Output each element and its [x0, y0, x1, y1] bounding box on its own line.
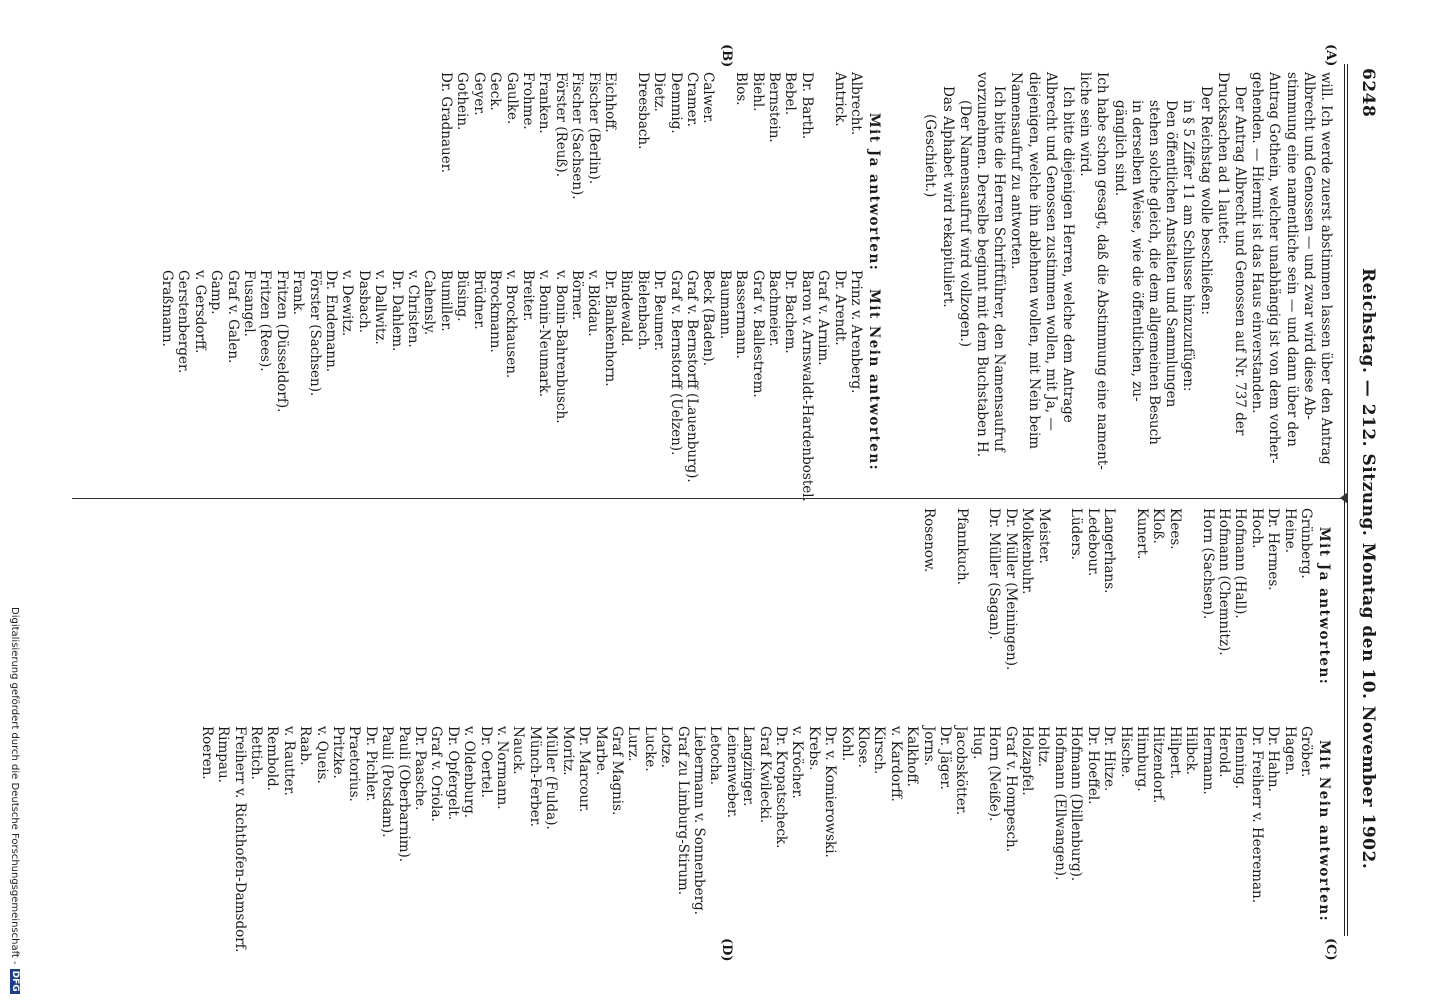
- name-list-item: Hoch.: [1248, 508, 1265, 549]
- name-list-item: Dr. Bachem.: [782, 270, 799, 354]
- name-list-item: Brockmann.: [487, 270, 504, 353]
- name-list-item: Cramer.: [683, 72, 700, 127]
- name-list-item: Baron v. Arnswaldt-Hardenbostel.: [798, 270, 815, 502]
- name-list-item: Freiherr v. Richthofen-Damsdorf.: [231, 726, 248, 953]
- name-list-item: Baumann.: [716, 270, 733, 340]
- name-list-item: Dr. Blankenhorn.: [601, 270, 618, 387]
- name-list-item: Förster (Sachsen).: [306, 270, 323, 397]
- name-list-item: Dr. v. Komierowski.: [822, 726, 839, 858]
- list-gap: [618, 72, 634, 252]
- name-list-item: Graf v. Galen.: [224, 270, 241, 364]
- name-list-item: Frank.: [290, 270, 307, 316]
- name-list-item: Dasbach.: [355, 270, 372, 334]
- name-list-item: Bebel.: [782, 72, 799, 116]
- name-list-item: Hofmann (Ellwangen).: [1051, 726, 1068, 881]
- name-list-item: Praetorius.: [346, 726, 363, 802]
- body-text-line: Namensaufruf zu antworten.: [1008, 72, 1025, 270]
- name-list-item: Kalkhoff.: [904, 726, 921, 787]
- name-list-item: Dr. Pichler.: [362, 726, 379, 802]
- name-list-item: Dr. Kropatscheck.: [773, 726, 789, 849]
- name-list-item: Blos.: [733, 72, 750, 106]
- column-divider: [72, 498, 1342, 499]
- name-list-item: Bernstein.: [765, 72, 782, 143]
- name-list-item: Geck.: [487, 72, 504, 111]
- name-list-item: v. Dallwitz.: [372, 270, 389, 345]
- name-list-item: Lotze.: [658, 726, 675, 768]
- name-list-item: Graf Magnis.: [608, 726, 625, 816]
- name-list-item: Dr. Freiherr v. Heereman.: [1248, 726, 1265, 904]
- name-list-item: Beck (Baden).: [700, 270, 717, 367]
- margin-letter-d: (D): [719, 938, 734, 962]
- list-gap: [937, 508, 953, 708]
- body-text-line: Albrecht und Genossen — und zwar wird diese Ab-: [1300, 72, 1317, 420]
- name-list-item: Krebs.: [805, 726, 822, 771]
- body-text-line: Der Antrag Albrecht und Genossen auf Nr. 737 der: [1231, 86, 1248, 436]
- name-list-item: v. Dewitz.: [339, 270, 356, 337]
- body-text-line: Ich habe schon gesagt, daß die Abstimmung eine nament-: [1094, 72, 1111, 470]
- name-list-item: Bumiller.: [437, 270, 454, 332]
- name-list-item: Moritz.: [559, 726, 576, 776]
- name-list-item: Dr. Hermes.: [1265, 508, 1282, 591]
- name-list-item: Klees.: [1166, 508, 1183, 550]
- name-list-item: v. Normann.: [494, 726, 511, 810]
- name-list-item: Prinz v. Arenberg.: [848, 270, 864, 394]
- name-list-item: Hische.: [1117, 726, 1134, 778]
- footer-note-text: Digitalisierung gefördert durch die Deutsche Forschungsgemeinschaft -: [9, 607, 20, 965]
- name-list-item: Dr. Jäger.: [937, 726, 954, 790]
- name-list-item: Dr. Marcour.: [576, 726, 593, 813]
- name-list-item: Graf v. Arnim.: [815, 270, 832, 366]
- name-list-item: Rimpau.: [215, 726, 232, 783]
- name-list-item: Hilpert.: [1166, 726, 1183, 780]
- name-list-item: Dr. Opfergelt.: [444, 726, 461, 821]
- body-text-line: (Geschieht.): [922, 114, 939, 198]
- name-list-item: Dr. Paasche.: [412, 726, 429, 811]
- list-gap: [815, 72, 831, 252]
- name-list-item: Henning.: [1232, 726, 1249, 790]
- name-list-item: Rettich.: [248, 726, 264, 780]
- name-list-item: Dreesbach.: [634, 72, 651, 150]
- left-ja-list: [437, 72, 864, 252]
- name-list-item: v. Christen.: [405, 270, 422, 348]
- name-list-item: Kohl.: [838, 726, 855, 762]
- name-list-item: Jorns.: [920, 726, 937, 766]
- body-text-line: Drucksachen ad 1 lautet:: [1214, 72, 1231, 245]
- name-list-item: Holzapfel.: [1019, 726, 1036, 796]
- name-list-item: Holtz.: [1035, 726, 1052, 768]
- body-text-line: in derselben Weise, wie die öffentlichen, zu-: [1128, 100, 1145, 402]
- margin-letter-b: (B): [719, 44, 734, 68]
- name-list-item: Franken.: [536, 72, 553, 134]
- name-list-item: Calwer.: [700, 72, 717, 124]
- name-list-item: Graf v. Bernstorff (Uelzen).: [667, 270, 684, 456]
- name-list-item: Börner.: [569, 270, 586, 321]
- left-nein-heading: Mit Nein antworten:: [866, 288, 882, 472]
- name-list-item: Hermann.: [1199, 726, 1216, 795]
- name-list-item: Rosenow.: [920, 508, 937, 573]
- name-list-item: v. Oldenburg.: [461, 726, 478, 819]
- left-column-text: [921, 72, 1334, 492]
- body-text-line: will. Ich werde zuerst abstimmen lassen über den Antrag: [1318, 72, 1334, 465]
- list-gap: [716, 72, 732, 252]
- name-list-item: Roeren.: [198, 726, 215, 780]
- name-list-item: Pauli (Potsdam).: [379, 726, 396, 838]
- digitization-footer: [9, 607, 20, 994]
- name-list-item: Hofmann (Chemnitz).: [1215, 508, 1232, 656]
- name-list-item: Graf Kwilecki.: [756, 726, 773, 824]
- body-text-line: stehen solche gleich, die dem allgemeinen Besuch: [1145, 100, 1162, 445]
- name-list-item: Demmig.: [667, 72, 684, 134]
- page-number: 6248: [1358, 68, 1378, 118]
- name-list-item: Horn (Sachsen).: [1199, 508, 1216, 620]
- name-list-item: Dr. Oertel.: [477, 726, 494, 798]
- name-list-item: Dr. Hahn.: [1265, 726, 1282, 792]
- name-list-item: Pauli (Oberbarnim).: [395, 726, 412, 863]
- name-list-item: Dietz.: [651, 72, 668, 112]
- name-list-item: v. Bonin-Neumark.: [536, 270, 553, 398]
- name-list-item: Kloß.: [1150, 508, 1167, 544]
- name-list-item: Bindewald.: [618, 270, 635, 347]
- name-list-item: Himburg.: [1133, 726, 1150, 792]
- name-list-item: Letocha.: [707, 726, 724, 786]
- name-list-item: Bielenbach.: [634, 270, 651, 351]
- list-gap: [970, 508, 986, 708]
- name-list-item: Pritzke.: [330, 726, 347, 779]
- name-list-item: Graf v. Ballestrem.: [749, 270, 766, 398]
- list-gap: [1183, 508, 1199, 708]
- left-nein-list: [158, 270, 864, 502]
- name-list-item: Hofmann (Hall).: [1232, 508, 1249, 619]
- name-list-item: v. Blödau.: [585, 270, 602, 337]
- dfg-logo: DFG: [10, 970, 20, 992]
- name-list-item: Graf v. Oriola.: [428, 726, 445, 822]
- body-text-line: diejenigen, welche ihn ablehnen wollen, mit Nein beim: [1025, 72, 1042, 450]
- name-list-item: Bachmeier.: [765, 270, 782, 347]
- body-text-line: Den öffentlichen Anstalten und Sammlungen: [1163, 100, 1180, 408]
- name-list-item: Kunert.: [1133, 508, 1150, 560]
- name-list-item: Biehl.: [749, 72, 766, 112]
- page-header: [1350, 68, 1378, 932]
- right-ja-heading: Mit Ja antworten:: [1316, 526, 1332, 686]
- list-gap: [1117, 508, 1133, 708]
- body-text-line: Antrag Gothein, welcher unabhängig ist von dem vorher-: [1266, 72, 1283, 464]
- margin-letter-a: (A): [1323, 44, 1338, 67]
- name-list-item: Fritzen (Rees).: [257, 270, 274, 372]
- body-text-line: gänglich sind.: [1111, 100, 1128, 197]
- body-text-line: vorzunehmen. Derselbe beginnt mit dem Buchstaben H.: [973, 72, 990, 458]
- name-list-item: Lüders.: [1068, 508, 1085, 560]
- body-text-line: gehenden. — Hiermit ist das Haus einverstanden.: [1249, 72, 1266, 414]
- name-list-item: v. Gersdorff.: [191, 270, 208, 354]
- name-list-item: Heine.: [1281, 508, 1298, 554]
- name-list-item: Raab.: [297, 726, 314, 766]
- body-text-line: Das Alphabet wird rekapituliert.: [939, 86, 956, 308]
- name-list-item: Lucke.: [641, 726, 658, 772]
- column-divider-mark: [1340, 492, 1348, 504]
- name-list-item: Dr. Dahlem.: [388, 270, 405, 352]
- name-list-item: Dr. Müller (Sagan).: [986, 508, 1003, 640]
- name-list-item: Leinenweber.: [723, 726, 740, 819]
- name-list-item: Liebermann v. Sonnenberg.: [690, 726, 707, 915]
- body-text-line: Albrecht und Genossen zustimmen wollen, mit Ja, —: [1042, 72, 1059, 431]
- name-list-item: Dr. Beumer.: [651, 270, 668, 352]
- name-list-item: Jacobskötter.: [953, 726, 970, 816]
- name-list-item: Hitzendorf.: [1150, 726, 1167, 804]
- name-list-item: Molkenbuhr.: [1019, 508, 1036, 595]
- name-list-item: Eichhoff.: [601, 72, 618, 133]
- list-gap: [1052, 508, 1068, 708]
- name-list-item: Büsing.: [454, 270, 471, 322]
- name-list-item: Albrecht.: [848, 72, 864, 136]
- body-text-line: (Der Namensaufruf wird vollzogen.): [956, 100, 973, 348]
- body-text-line: in § 5 Ziffer 11 am Schlusse hinzuzufügen:: [1180, 100, 1197, 392]
- name-list-item: Dr. Barth.: [798, 72, 815, 140]
- name-list-item: Breiter.: [519, 270, 536, 322]
- name-list-item: Fischer (Berlin).: [585, 72, 602, 185]
- name-list-item: v. Brockhausen.: [503, 270, 520, 379]
- name-list-item: Förster (Reuß).: [552, 72, 569, 177]
- name-list-item: Rembold.: [264, 726, 281, 791]
- name-list-item: Lurz.: [625, 726, 642, 762]
- body-text-line: Ich bitte diejenigen Herren, welche dem Antrage: [1059, 86, 1076, 423]
- name-list-item: Horn (Neiße).: [986, 726, 1003, 822]
- name-list-item: v. Bonin-Bahrenbusch.: [552, 270, 569, 424]
- name-list-item: Bassermann.: [733, 270, 750, 359]
- left-ja-heading: Mit Ja antworten:: [866, 112, 882, 272]
- body-text-line: stimmung eine namentliche sein — und dann über den: [1283, 72, 1300, 447]
- name-list-item: v. Rautter.: [280, 726, 297, 796]
- name-list-item: Langerhans.: [1101, 508, 1118, 594]
- right-nein-list: [198, 726, 1314, 953]
- name-list-item: Gröber.: [1298, 726, 1314, 778]
- body-text-line: Der Reichstag wolle beschließen:: [1197, 86, 1214, 315]
- name-list-item: Graf zu Limburg-Stirum.: [674, 726, 691, 895]
- name-list-item: Hofmann (Dillenburg).: [1068, 726, 1085, 882]
- name-list-item: Graf v. Bernstorff (Lauenburg).: [683, 270, 700, 483]
- name-list-item: Geyer.: [470, 72, 487, 116]
- name-list-item: v. Kröcher.: [789, 726, 806, 799]
- name-list-item: Müller (Fulda).: [543, 726, 560, 830]
- name-list-item: Antrick.: [831, 72, 848, 127]
- margin-letter-c: (C): [1323, 938, 1338, 961]
- name-list-item: Pfannkuch.: [953, 508, 970, 585]
- name-list-item: Meister.: [1035, 508, 1052, 564]
- name-list-item: Langzinger.: [740, 726, 757, 807]
- body-text-line: Ich bitte die Herren Schriftführer, den Namensaufruf: [991, 86, 1008, 452]
- name-list-item: Ledebour.: [1084, 508, 1101, 577]
- name-list-item: Münch-Ferber.: [526, 726, 543, 827]
- name-list-item: Brüdner.: [470, 270, 487, 330]
- name-list-item: Dr. Hitze.: [1101, 726, 1118, 792]
- name-list-item: Gamp.: [208, 270, 225, 315]
- name-list-item: Dr. Gradnauer.: [437, 72, 454, 173]
- name-list-item: Fritzen (Düsseldorf).: [273, 270, 290, 413]
- name-list-item: Dr. Endemann.: [323, 270, 339, 373]
- name-list-item: Herold.: [1215, 726, 1232, 778]
- name-list-item: Graßmann.: [158, 270, 175, 347]
- right-nein-heading: Mit Nein antworten:: [1316, 739, 1332, 923]
- name-list-item: Cahensly.: [421, 270, 438, 336]
- name-list-item: Dr. Arendt.: [831, 270, 848, 346]
- name-list-item: Gothein.: [454, 72, 471, 131]
- name-list-item: Graf v. Hompesch.: [1002, 726, 1019, 852]
- name-list-item: Kirsch.: [871, 726, 888, 775]
- name-list-item: Nauck.: [510, 726, 527, 775]
- name-list-item: Klose.: [855, 726, 872, 768]
- name-list-item: Grünberg.: [1298, 508, 1314, 579]
- page-title: Reichstag. — 212. Sitzung. Montag den 10. November 1902.: [1358, 268, 1378, 870]
- name-list-item: Hilbck.: [1183, 726, 1200, 776]
- name-list-item: Gerstenberger.: [175, 270, 192, 374]
- name-list-item: v. Kardorff.: [887, 726, 904, 802]
- right-ja-list: [920, 508, 1314, 708]
- name-list-item: Dr. Hoeffel.: [1084, 726, 1101, 805]
- name-list-item: Dr. Müller (Meiningen).: [1002, 508, 1019, 671]
- name-list-item: v. Queis.: [313, 726, 330, 784]
- name-list-item: Marbe.: [592, 726, 609, 776]
- name-list-item: Hug.: [969, 726, 986, 760]
- name-list-item: Fischer (Sachsen).: [569, 72, 586, 200]
- name-list-item: Fusangel.: [240, 270, 257, 337]
- name-list-item: Hagen.: [1281, 726, 1298, 776]
- body-text-line: liche sein wird.: [1077, 72, 1094, 177]
- name-list-item: Frohme.: [519, 72, 536, 130]
- name-list-item: Gaulke.: [503, 72, 520, 125]
